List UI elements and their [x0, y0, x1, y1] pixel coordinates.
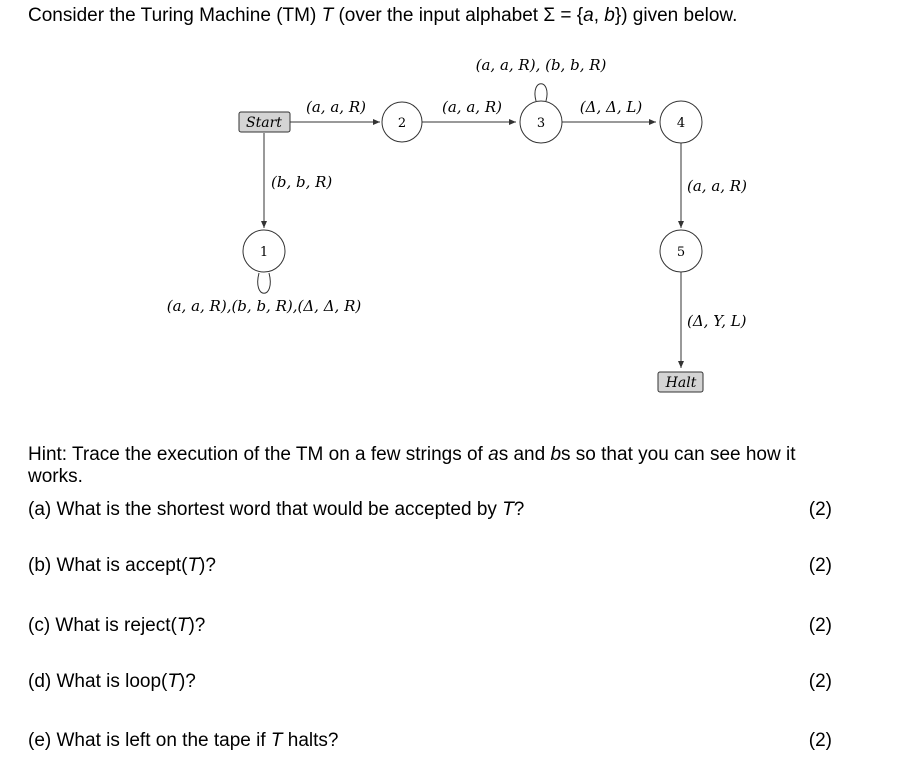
intro-text: }) given below.	[614, 5, 738, 26]
question-c-marks: (2)	[808, 615, 832, 636]
state-3-label: 3	[536, 116, 546, 131]
machine-variable: T	[167, 671, 179, 692]
edge-label-start-to-2: (a, a, R)	[306, 98, 366, 116]
question-suffix: )?	[199, 555, 216, 576]
machine-variable: T	[321, 5, 334, 26]
question-suffix: ?	[513, 499, 525, 520]
question-e	[28, 729, 338, 752]
question-text: (a) What is the shortest word that would be accepted by	[28, 499, 503, 520]
edge-label-5-to-halt: (Δ, Y, L)	[687, 312, 747, 330]
machine-variable: T	[176, 615, 189, 636]
intro-text: Consider the Turing Machine (TM)	[28, 5, 322, 26]
edge-label-3-to-4: (Δ, Δ, L)	[579, 98, 643, 116]
hint-part: s so that you can see how it works.	[28, 444, 796, 487]
edge-label-start-to-1: (b, b, R)	[271, 173, 333, 191]
hint-part: s and	[498, 444, 551, 465]
halt-state-label: Halt	[665, 375, 697, 391]
question-text: (b) What is accept(	[28, 555, 188, 576]
loop-3	[535, 84, 547, 101]
machine-variable: T	[502, 499, 514, 520]
edge-label-loop-3: (a, a, R), (b, b, R)	[475, 56, 607, 74]
alphabet-separator: ,	[593, 5, 605, 26]
start-state-label: Start	[246, 115, 282, 131]
question-a-marks: (2)	[808, 499, 832, 520]
edge-label-2-to-3: (a, a, R)	[442, 98, 502, 116]
question-a	[28, 498, 524, 521]
question-d	[28, 670, 196, 693]
alphabet-symbol-a: a	[583, 5, 594, 26]
question-d-marks: (2)	[808, 671, 832, 692]
question-suffix: halts?	[282, 730, 339, 751]
state-5-label: 5	[676, 245, 686, 260]
state-4-label: 4	[676, 116, 686, 131]
question-c	[28, 614, 205, 637]
loop-1	[258, 273, 271, 293]
question-text: (d) What is loop(	[28, 671, 168, 692]
edge-label-loop-1: (a, a, R),(b, b, R),(Δ, Δ, R)	[166, 297, 362, 315]
hint-symbol-b: b	[550, 444, 562, 465]
alphabet-symbol-b: b	[604, 5, 615, 26]
edge-label-4-to-5: (a, a, R)	[687, 177, 747, 195]
question-b-marks: (2)	[808, 555, 832, 576]
question-text: (e) What is left on the tape if	[28, 730, 271, 751]
question-suffix: )?	[178, 671, 196, 692]
question-suffix: )?	[188, 615, 206, 636]
question-text: (c) What is reject(	[28, 615, 177, 636]
question-b	[28, 554, 216, 577]
hint-symbol-a: a	[488, 444, 499, 465]
question-e-marks: (2)	[808, 730, 832, 751]
hint-part: Hint: Trace the execution of the TM on a few strings of	[28, 444, 489, 465]
state-1-label: 1	[259, 245, 269, 260]
state-2-label: 2	[397, 116, 407, 131]
machine-variable: T	[187, 555, 200, 576]
intro-text: (over the input alphabet Σ = {	[333, 5, 584, 26]
machine-variable: T	[270, 730, 283, 751]
hint-text	[28, 444, 848, 488]
